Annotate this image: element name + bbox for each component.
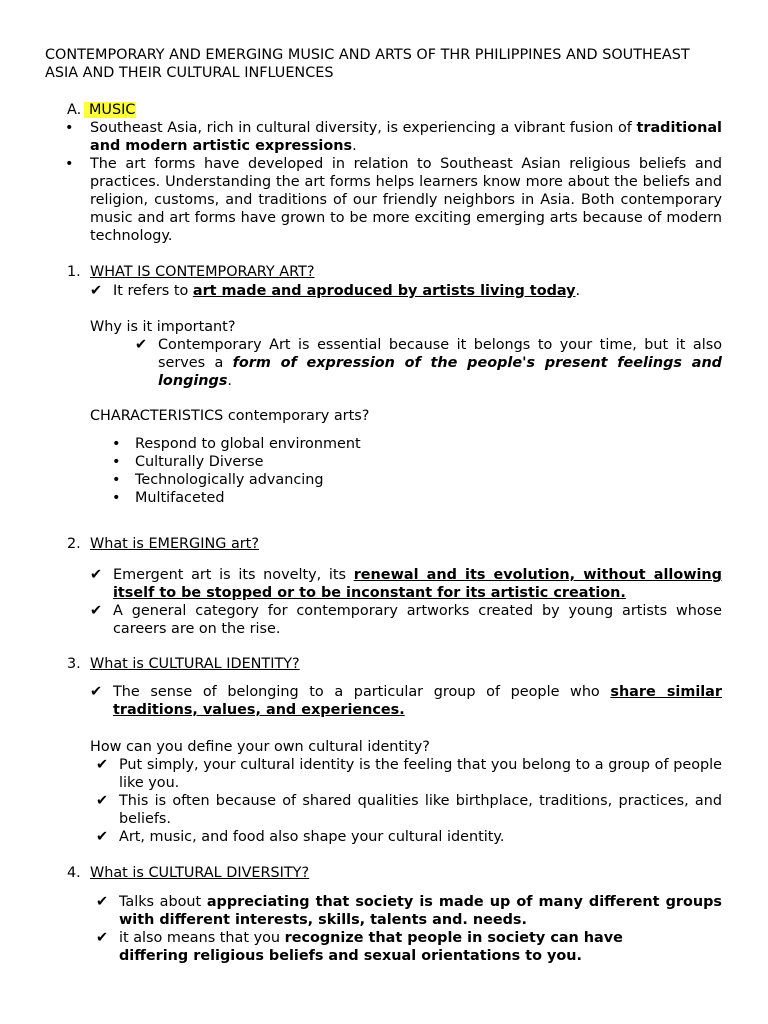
section-a-marker: A.: [67, 102, 82, 118]
checkmark-icon: ✔: [96, 894, 109, 910]
bullet-icon: •: [112, 490, 121, 506]
bullet-icon: •: [65, 156, 74, 172]
q3-check-3: Art, music, and food also shape your cultural identity.: [119, 829, 505, 845]
music-heading: MUSIC: [84, 102, 136, 118]
checkmark-icon: ✔: [90, 603, 103, 619]
q3-marker: 3.: [67, 656, 81, 672]
checkmark-icon: ✔: [90, 283, 103, 299]
q3-check-1: Put simply, your cultural identity is the feeling that you belong to a group of people like you.: [119, 757, 722, 791]
q1-why-label: Why is it important?: [90, 319, 236, 335]
checkmark-icon: ✔: [135, 337, 148, 353]
q3-definition: The sense of belonging to a particular group of people who share similar traditions, values, and experiences.: [113, 684, 722, 718]
checkmark-icon: ✔: [96, 793, 109, 809]
q3-check-2: This is often because of shared qualities like birthplace, traditions, practices, and beliefs.: [119, 793, 722, 827]
q4-meaning: it also means that you recognize that people in society can have differing religious beliefs and sexual orientations to you.: [119, 930, 623, 964]
section-a-heading: [84, 101, 136, 119]
section-a-bullet-1: Southeast Asia, rich in cultural diversity, is experiencing a vibrant fusion of traditional and modern artistic expressions.: [90, 120, 722, 154]
bullet-icon: •: [112, 472, 121, 488]
q4-heading: What is CULTURAL DIVERSITY?: [90, 865, 310, 881]
q2-definition: Emergent art is its novelty, its renewal and its evolution, without allowing itself to be stopped or to be inconstant for its artistic creation.: [113, 567, 722, 601]
bullet-icon: •: [112, 454, 121, 470]
checkmark-icon: ✔: [96, 829, 109, 845]
checkmark-icon: ✔: [90, 684, 103, 700]
q1-definition: It refers to art made and aproduced by artists living today.: [113, 283, 581, 299]
q1-heading: WHAT IS CONTEMPORARY ART?: [90, 264, 315, 280]
q2-marker: 2.: [67, 536, 81, 552]
list-item: Technologically advancing: [135, 472, 324, 488]
q1-characteristics-label: CHARACTERISTICS contemporary arts?: [90, 408, 370, 424]
checkmark-icon: ✔: [96, 757, 109, 773]
q2-heading: What is EMERGING art?: [90, 536, 259, 552]
checkmark-icon: ✔: [96, 930, 109, 946]
list-item: Respond to global environment: [135, 436, 361, 452]
bullet-icon: •: [65, 120, 74, 136]
q1-importance: Contemporary Art is essential because it belongs to your time, but it also serves a form of expression of the people's present feelings and longings.: [158, 337, 722, 389]
q3-heading: What is CULTURAL IDENTITY?: [90, 656, 300, 672]
q2-category: A general category for contemporary artworks created by young artists whose careers are on the rise.: [113, 603, 722, 637]
page-title: [45, 46, 725, 82]
list-item: Multifaceted: [135, 490, 225, 506]
q4-definition: Talks about appreciating that society is made up of many different groups with different interests, skills, talents and. needs.: [119, 894, 722, 928]
list-item: Culturally Diverse: [135, 454, 264, 470]
q4-marker: 4.: [67, 865, 81, 881]
bullet-icon: •: [112, 436, 121, 452]
q1-marker: 1.: [67, 264, 81, 280]
q3-how-label: How can you define your own cultural identity?: [90, 739, 430, 755]
section-a-bullet-2: The art forms have developed in relation to Southeast Asian religious beliefs and practices. Understanding the art forms helps learners know more about the beliefs and religion, customs, and traditions of our friendly neighbors in Asia. Both contemporary music and art forms have grown to be more exciting emerging arts because of modern technology.: [90, 156, 722, 244]
checkmark-icon: ✔: [90, 567, 103, 583]
title-text: CONTEMPORARY AND EMERGING MUSIC AND ARTS OF THR PHILIPPINES AND SOUTHEAST ASIA AND THEIR CULTURAL INFLUENCES: [45, 47, 690, 81]
